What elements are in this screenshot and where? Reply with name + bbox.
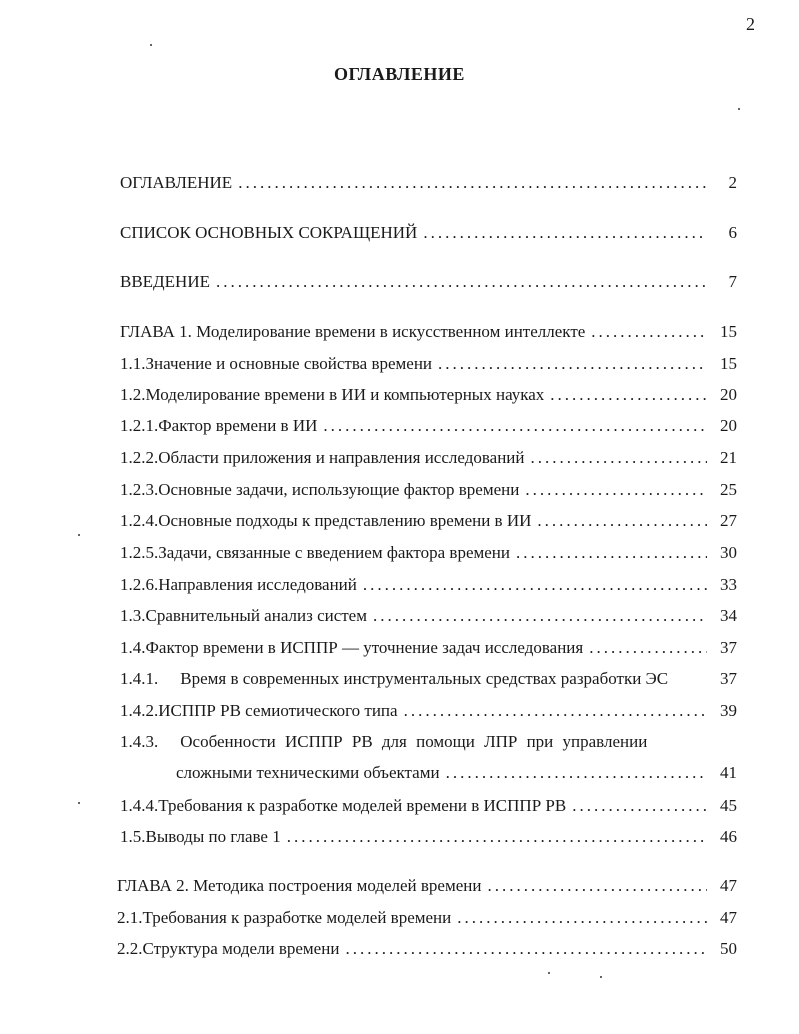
scan-speck: [78, 802, 80, 804]
scan-speck: [548, 972, 550, 974]
toc-item-text: Фактор времени в ИИ: [158, 416, 318, 435]
toc-entry-page: 20: [720, 385, 737, 404]
toc-entry-page: 30: [720, 543, 737, 562]
toc-entry-page: 50: [720, 939, 737, 958]
toc-item-text: Структура модели времени: [142, 939, 340, 958]
toc-entry-page: 47: [720, 876, 737, 895]
leader-dots: [537, 510, 707, 532]
leader-dots: [345, 938, 707, 960]
toc-chapter-2[interactable]: [117, 875, 737, 897]
toc-entry-page: 46: [720, 827, 737, 846]
leader-dots: [525, 479, 707, 501]
toc-item[interactable]: [120, 510, 737, 532]
page-number: 2: [746, 14, 755, 34]
toc-item-text: Основные задачи, использующие фактор времени: [158, 480, 520, 499]
toc-item-number: 1.1.: [120, 354, 146, 373]
toc-entry-page: 25: [720, 480, 737, 499]
toc-item-text: Выводы по главе 1: [145, 827, 281, 846]
toc-chapter-label: ГЛАВА 1. Моделирование времени в искусственном интеллекте: [120, 322, 586, 341]
leader-dots: [591, 321, 707, 343]
toc-entry-page: 2: [728, 173, 737, 192]
toc-item[interactable]: [120, 479, 737, 501]
scan-speck: [738, 108, 740, 110]
toc-item[interactable]: [120, 415, 737, 437]
leader-dots: [530, 447, 707, 469]
toc-item-number: 1.2.: [120, 385, 146, 404]
toc-entry-page: 33: [720, 575, 737, 594]
toc-item[interactable]: [120, 668, 737, 690]
scan-speck: [150, 44, 152, 46]
toc-item-text: Фактор времени в ИСППР — уточнение задач исследования: [145, 638, 584, 657]
toc-item[interactable]: [120, 826, 737, 848]
toc-entry-contents[interactable]: [120, 172, 737, 194]
leader-dots: [516, 542, 707, 564]
toc-entry-page: 20: [720, 416, 737, 435]
toc-item-text: Время в современных инструментальных средствах разработки ЭС: [180, 669, 669, 688]
toc-item[interactable]: [120, 574, 737, 596]
leader-dots: [423, 222, 707, 244]
toc-entry-page: 27: [720, 511, 737, 530]
leader-dots: [404, 700, 707, 722]
toc-entry-abbreviations[interactable]: [120, 222, 737, 244]
toc-item[interactable]: [120, 605, 737, 627]
leader-dots: [487, 875, 707, 897]
leader-dots: [216, 271, 707, 293]
toc-entry-page: 6: [728, 223, 737, 242]
toc-item-continuation[interactable]: [176, 762, 737, 784]
toc-item-number: 1.4.1.: [120, 669, 159, 688]
toc-item-number: 1.2.1.: [120, 416, 159, 435]
toc-item-text: Значение и основные свойства времени: [145, 354, 433, 373]
toc-item-text: Моделирование времени в ИИ и компьютерных науках: [145, 385, 545, 404]
toc-item-number: 2.2.: [117, 939, 143, 958]
leader-dots: [457, 907, 707, 929]
toc-entry-introduction[interactable]: [120, 271, 737, 293]
toc-item-number: 1.5.: [120, 827, 146, 846]
leader-dots: [287, 826, 707, 848]
toc-item-text-line1: Особенности ИСППР РВ для помощи ЛПР при управлении: [180, 732, 648, 751]
toc-item-number: 1.2.2.: [120, 448, 159, 467]
toc-item-number: 1.3.: [120, 606, 146, 625]
leader-dots: [572, 795, 707, 817]
toc-entry-label: ВВЕДЕНИЕ: [120, 272, 210, 291]
toc-item-text: Области приложения и направления исследований: [158, 448, 525, 467]
leader-dots: [550, 384, 707, 406]
toc-item-number: 1.2.5.: [120, 543, 159, 562]
leader-dots: [446, 762, 707, 784]
toc-item-text: Сравнительный анализ систем: [145, 606, 367, 625]
toc-item[interactable]: [117, 907, 737, 929]
toc-item-text: Требования к разработке моделей времени: [142, 908, 452, 927]
toc-entry-page: 21: [720, 448, 737, 467]
page-title: ОГЛАВЛЕНИЕ: [334, 64, 465, 84]
toc-entry-page: 45: [720, 796, 737, 815]
scan-speck: [78, 534, 80, 536]
toc-entry-label: ОГЛАВЛЕНИЕ: [120, 173, 233, 192]
toc-item-text: Основные подходы к представлению времени в ИИ: [158, 511, 532, 530]
toc-chapter-label: ГЛАВА 2. Методика построения моделей времени: [117, 876, 482, 895]
toc-item-number: 1.4.3.: [120, 732, 159, 751]
leader-dots: [373, 605, 707, 627]
toc-chapter-1[interactable]: [120, 321, 737, 343]
toc-entry-page: 39: [720, 701, 737, 720]
toc-item-number: 1.4.4.: [120, 796, 159, 815]
toc-item-number: 2.1.: [117, 908, 143, 927]
toc-item[interactable]: [120, 353, 737, 375]
toc-item-number: 1.2.6.: [120, 575, 159, 594]
toc-entry-page: 37: [720, 638, 737, 657]
toc-entry-page: 47: [720, 908, 737, 927]
toc-entry-page: 15: [720, 322, 737, 341]
toc-entry-page: 41: [720, 763, 737, 782]
toc-item-text: Требования к разработке моделей времени в ИСППР РВ: [158, 796, 567, 815]
scan-speck: [600, 976, 602, 978]
toc-item-number: 1.4.2.: [120, 701, 159, 720]
toc-item-text: Задачи, связанные с введением фактора времени: [158, 543, 510, 562]
toc-item-number: 1.4.: [120, 638, 146, 657]
toc-item-number: 1.2.4.: [120, 511, 159, 530]
toc-item-number: 1.2.3.: [120, 480, 159, 499]
toc-item[interactable]: [120, 700, 737, 722]
toc-item-text: ИСППР РВ семиотического типа: [158, 701, 398, 720]
leader-dots: [438, 353, 707, 375]
toc-item-text-line2: сложными техническими объектами: [176, 763, 440, 782]
leader-dots: [589, 637, 707, 659]
leader-dots: [238, 172, 707, 194]
toc-entry-page: 37: [720, 669, 737, 688]
toc-item[interactable]: [117, 938, 737, 960]
toc-item[interactable]: [120, 384, 737, 406]
toc-entry-page: 15: [720, 354, 737, 373]
toc-item[interactable]: [120, 542, 737, 564]
toc-entry-page: 7: [728, 272, 737, 291]
toc-entry-label: СПИСОК ОСНОВНЫХ СОКРАЩЕНИЙ: [120, 223, 418, 242]
toc-item[interactable]: [120, 447, 737, 469]
toc-entry-page: 34: [720, 606, 737, 625]
toc-item[interactable]: [120, 795, 737, 817]
toc-item-multiline[interactable]: [120, 731, 737, 753]
toc-item-text: Направления исследований: [158, 575, 357, 594]
toc-item[interactable]: [120, 637, 737, 659]
leader-dots: [363, 574, 707, 596]
leader-dots: [323, 415, 707, 437]
